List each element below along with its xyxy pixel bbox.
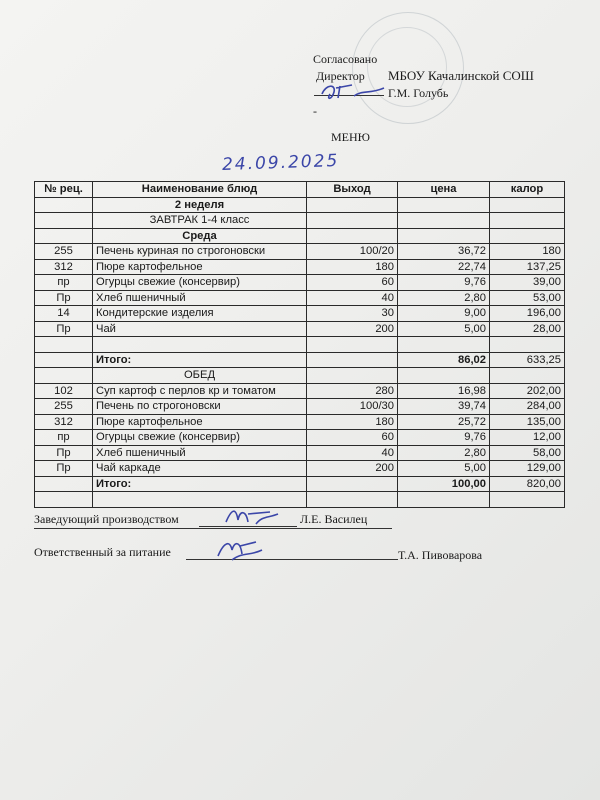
breakfast-total-calories: 633,25 xyxy=(490,352,565,368)
table-row xyxy=(35,290,565,306)
manager-signature xyxy=(222,504,282,528)
price-cell: 9,00 xyxy=(398,306,490,322)
empty-row xyxy=(35,337,565,353)
director-role: Директор xyxy=(316,69,365,83)
responsible-label: Ответственный за питание xyxy=(34,545,171,559)
approval-dash: - xyxy=(313,104,317,118)
output-cell: 180 xyxy=(307,414,398,430)
calories-cell: 202,00 xyxy=(490,383,565,399)
price-cell: 9,76 xyxy=(398,430,490,446)
recipe-cell: Пр xyxy=(35,445,93,461)
meal-row xyxy=(35,213,565,229)
price-cell: 22,74 xyxy=(398,259,490,275)
output-cell: 280 xyxy=(307,383,398,399)
meal-row xyxy=(35,368,565,384)
dish-cell: Хлеб пшеничный xyxy=(93,290,307,306)
dish-cell: Огурцы свежие (консервир) xyxy=(93,275,307,291)
table-row xyxy=(35,244,565,260)
output-cell: 40 xyxy=(307,290,398,306)
calories-cell: 129,00 xyxy=(490,461,565,477)
manager-name: Л.Е. Василец xyxy=(300,512,368,526)
recipe-cell: пр xyxy=(35,430,93,446)
recipe-cell: Пр xyxy=(35,461,93,477)
price-cell: 2,80 xyxy=(398,445,490,461)
header-dish: Наименование блюд xyxy=(93,182,307,198)
menu-table xyxy=(34,181,565,508)
lunch-total-price: 100,00 xyxy=(398,476,490,492)
output-cell: 60 xyxy=(307,275,398,291)
price-cell: 9,76 xyxy=(398,275,490,291)
table-row xyxy=(35,383,565,399)
price-cell: 16,98 xyxy=(398,383,490,399)
dish-cell: Чай каркаде xyxy=(93,461,307,477)
lunch-rows xyxy=(35,383,565,476)
table-row xyxy=(35,430,565,446)
table-row xyxy=(35,445,565,461)
calories-cell: 12,00 xyxy=(490,430,565,446)
recipe-cell: 102 xyxy=(35,383,93,399)
output-cell: 100/30 xyxy=(307,399,398,415)
day-row xyxy=(35,228,565,244)
recipe-cell: пр xyxy=(35,275,93,291)
calories-cell: 39,00 xyxy=(490,275,565,291)
calories-cell: 28,00 xyxy=(490,321,565,337)
dish-cell: Кондитерские изделия xyxy=(93,306,307,322)
page-title: МЕНЮ xyxy=(331,130,370,144)
breakfast-total-label: Итого: xyxy=(93,352,307,368)
recipe-cell: 255 xyxy=(35,244,93,260)
dish-cell: Пюре картофельное xyxy=(93,414,307,430)
table-row xyxy=(35,321,565,337)
price-cell: 2,80 xyxy=(398,290,490,306)
output-cell: 40 xyxy=(307,445,398,461)
calories-cell: 135,00 xyxy=(490,414,565,430)
recipe-cell: 255 xyxy=(35,399,93,415)
header-price: цена xyxy=(398,182,490,198)
week-label: 2 неделя xyxy=(93,197,307,213)
output-cell: 200 xyxy=(307,461,398,477)
responsible-name: Т.А. Пивоварова xyxy=(398,548,483,562)
calories-cell: 53,00 xyxy=(490,290,565,306)
manager-label: Заведующий производством xyxy=(34,512,179,526)
lunch-total-calories: 820,00 xyxy=(490,476,565,492)
empty-row xyxy=(35,492,565,508)
header-recipe: № рец. xyxy=(35,182,93,198)
breakfast-total-price: 86,02 xyxy=(398,352,490,368)
calories-cell: 284,00 xyxy=(490,399,565,415)
table-row xyxy=(35,259,565,275)
table-row xyxy=(35,306,565,322)
lunch-total-label: Итого: xyxy=(93,476,307,492)
table-header-row xyxy=(35,182,565,198)
lunch-label: ОБЕД xyxy=(93,368,307,384)
output-cell: 30 xyxy=(307,306,398,322)
breakfast-label: ЗАВТРАК 1-4 класс xyxy=(93,213,307,229)
approval-agreed: Согласовано xyxy=(313,52,378,66)
recipe-cell: 14 xyxy=(35,306,93,322)
dish-cell: Суп картоф с перлов кр и томатом xyxy=(93,383,307,399)
price-cell: 25,72 xyxy=(398,414,490,430)
recipe-cell: Пр xyxy=(35,321,93,337)
table-row xyxy=(35,414,565,430)
output-cell: 200 xyxy=(307,321,398,337)
recipe-cell: Пр xyxy=(35,290,93,306)
price-cell: 5,00 xyxy=(398,321,490,337)
breakfast-total-row xyxy=(35,352,565,368)
table-row xyxy=(35,275,565,291)
output-cell: 100/20 xyxy=(307,244,398,260)
header-output: Выход xyxy=(307,182,398,198)
school-name: МБОУ Качалинской СОШ xyxy=(388,68,534,83)
recipe-cell: 312 xyxy=(35,414,93,430)
lunch-total-row xyxy=(35,476,565,492)
calories-cell: 58,00 xyxy=(490,445,565,461)
dish-cell: Печень по строгоновски xyxy=(93,399,307,415)
calories-cell: 137,25 xyxy=(490,259,565,275)
dish-cell: Пюре картофельное xyxy=(93,259,307,275)
director-signature xyxy=(318,80,388,102)
price-cell: 5,00 xyxy=(398,461,490,477)
week-row xyxy=(35,197,565,213)
calories-cell: 180 xyxy=(490,244,565,260)
calories-cell: 196,00 xyxy=(490,306,565,322)
header-calories: калор xyxy=(490,182,565,198)
manager-row-underline xyxy=(34,528,392,529)
table-row xyxy=(35,399,565,415)
table-row xyxy=(35,461,565,477)
price-cell: 39,74 xyxy=(398,399,490,415)
dish-cell: Хлеб пшеничный xyxy=(93,445,307,461)
director-name: Г.М. Голубь xyxy=(388,86,449,100)
dish-cell: Огурцы свежие (консервир) xyxy=(93,430,307,446)
output-cell: 180 xyxy=(307,259,398,275)
recipe-cell: 312 xyxy=(35,259,93,275)
day-label: Среда xyxy=(93,228,307,244)
breakfast-rows xyxy=(35,244,565,337)
handwritten-date: 24.09.2025 xyxy=(221,150,340,176)
responsible-signature xyxy=(212,536,268,564)
dish-cell: Чай xyxy=(93,321,307,337)
dish-cell: Печень куриная по строгоновски xyxy=(93,244,307,260)
output-cell: 60 xyxy=(307,430,398,446)
price-cell: 36,72 xyxy=(398,244,490,260)
